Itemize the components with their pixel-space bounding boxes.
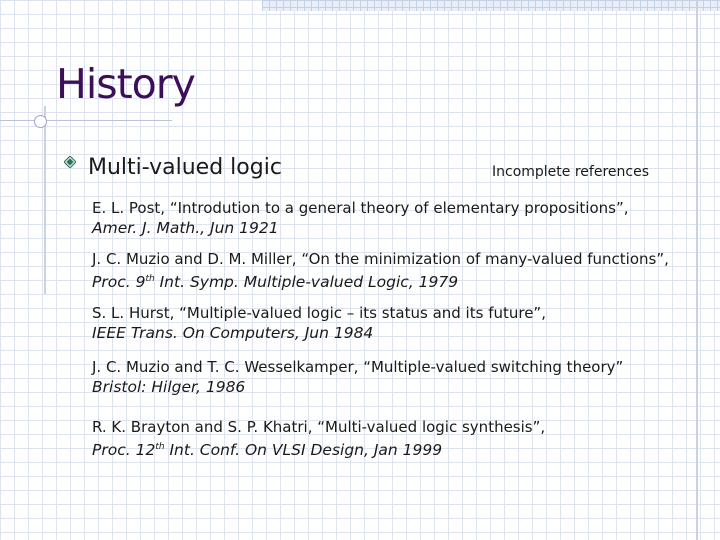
reference-source	[92, 269, 669, 292]
reference-item	[92, 198, 629, 238]
reference-source: Amer. J. Math., Jun 1921	[92, 219, 279, 237]
ordinal-suffix: th	[145, 274, 155, 284]
incomplete-references-note: Incomplete references	[492, 164, 649, 180]
reference-item	[92, 417, 545, 460]
bullet-multi-valued-logic: Multi-valued logic	[88, 155, 282, 180]
reference-citation: J. C. Muzio and T. C. Wesselkamper, “Multiple-valued switching theory”	[92, 358, 624, 376]
left-vertical-rule	[44, 106, 46, 294]
reference-source-prefix: Proc. 12	[92, 441, 156, 459]
top-decorative-band	[262, 0, 720, 11]
reference-item	[92, 303, 546, 343]
reference-citation: S. L. Hurst, “Multiple-valued logic – its status and its future”,	[92, 304, 546, 322]
reference-source: Bristol: Hilger, 1986	[92, 378, 246, 396]
right-vertical-rule	[696, 0, 698, 540]
reference-source	[92, 437, 545, 460]
reference-citation: E. L. Post, “Introdution to a general theory of elementary propositions”,	[92, 199, 629, 217]
reference-item	[92, 249, 669, 292]
slide-title: History	[56, 60, 195, 108]
reference-source-prefix: Proc. 9	[92, 273, 146, 291]
diamond-bullet-icon	[64, 156, 76, 168]
circle-marker-icon	[34, 115, 47, 128]
reference-source-suffix: Int. Symp. Multiple-valued Logic, 1979	[154, 273, 459, 291]
reference-citation: J. C. Muzio and D. M. Miller, “On the minimization of many-valued functions”,	[92, 250, 669, 268]
reference-item	[92, 357, 623, 397]
reference-source: IEEE Trans. On Computers, Jun 1984	[92, 324, 374, 342]
reference-citation: R. K. Brayton and S. P. Khatri, “Multi-valued logic synthesis”,	[92, 418, 546, 436]
ordinal-suffix: th	[155, 442, 165, 452]
reference-source-suffix: Int. Conf. On VLSI Design, Jan 1999	[164, 441, 443, 459]
title-underline-rule	[0, 120, 172, 121]
